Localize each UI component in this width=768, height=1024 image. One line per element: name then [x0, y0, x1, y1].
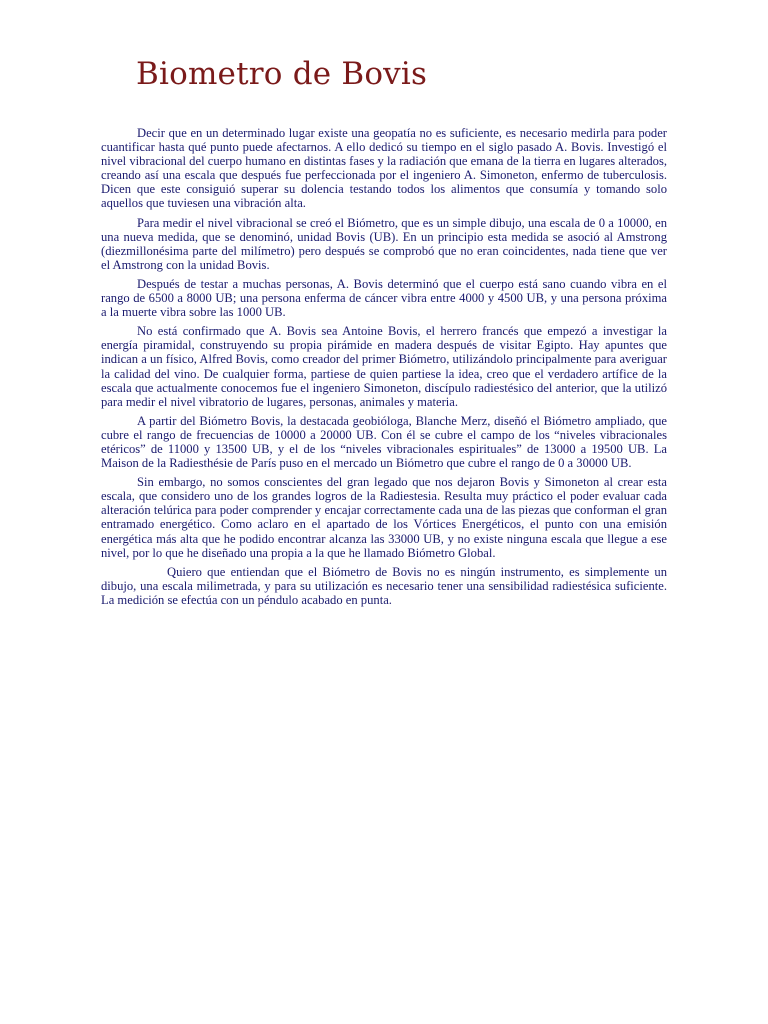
paragraph-7: Quiero que entiendan que el Biómetro de Bovis no es ningún instrumento, es simplemente un dibujo, una escala milimetrada, y para su utilización es necesario tener una sensibilidad radiestésica suficiente. La medición se efectúa con un péndulo acabado en punta. [101, 564, 667, 607]
document-title: Biometro de Bovis [136, 56, 428, 92]
paragraph-1: Decir que en un determinado lugar existe una geopatía no es suficiente, es necesario medirla para poder cuantificar hasta qué punto puede afectarnos. A ello dedicó su tiempo en el siglo pasado A. Bovis. Investigó el nivel vibracional del cuerpo humano en distintas fases y la radiación que emana de la tierra en lugares alterados, creando así una escala que después fue perfeccionada por el ingeniero A. Simoneton, enfermo de tuberculosis. Dicen que este consiguió superar su dolencia testando todos los alimentos que consumía y tomando solo aquellos que tuviesen una vibración alta. [101, 126, 667, 211]
paragraph-2: Para medir el nivel vibracional se creó el Biómetro, que es un simple dibujo, una escala de 0 a 10000, en una nueva medida, que se denominó, unidad Bovis (UB). En un principio esta medida se asoció al Amstrong (diezmillonésima parte del milímetro) pero después se comprobó que no eran coincidentes, nada tiene que ver el Amstrong con la unidad Bovis. [101, 215, 667, 272]
paragraph-4: No está confirmado que A. Bovis sea Antoine Bovis, el herrero francés que empezó a investigar la energía piramidal, construyendo su propia pirámide en madera después de visitar Egipto. Hay apuntes que indican a un físico, Alfred Bovis, como creador del primer Biómetro, utilizándolo principalmente para averiguar la calidad del vino. De cualquier forma, partiese de quien partiese la idea, creo que el verdadero artífice de la escala que actualmente conocemos fue el ingeniero Simoneton, discípulo radiestésico del anterior, que la utilizó para medir el nivel vibratorio de lugares, personas, animales y materia. [101, 324, 667, 409]
paragraph-5: A partir del Biómetro Bovis, la destacada geobióloga, Blanche Merz, diseñó el Biómetro ampliado, que cubre el rango de frecuencias de 10000 a 20000 UB. Con él se cubre el campo de los “niveles vibracionales etéricos” de 11000 y 13500 UB, y el de los “niveles vibracionales espirituales” de 13000 a 19500 UB. La Maison de la Radiesthésie de París puso en el mercado un Biómetro que cubre el rango de 0 a 30000 UB. [101, 413, 667, 471]
paragraph-3: Después de testar a muchas personas, A. Bovis determinó que el cuerpo está sano cuando vibra en el rango de 6500 a 8000 UB; una persona enferma de cáncer vibra entre 4000 y 4500 UB, y una persona próxima a la muerte vibra sobre las 1000 UB. [101, 276, 667, 320]
document-body [101, 126, 667, 612]
paragraph-6: Sin embargo, no somos conscientes del gran legado que nos dejaron Bovis y Simoneton al crear esta escala, que considero uno de los grandes logros de la Radiestesia. Resulta muy práctico el poder evaluar cada alteración telúrica para poder comprender y encajar correctamente cada una de las piezas que conforman el gran entramado energético. Como aclaro en el apartado de los Vórtices Energéticos, el punto con una emisión energética más alta que he podido encontrar alcanza las 33000 UB, y no existe ninguna escala que llegue a ese nivel, por lo que he diseñado una propia a la que he llamado Biómetro Global. [101, 475, 667, 560]
